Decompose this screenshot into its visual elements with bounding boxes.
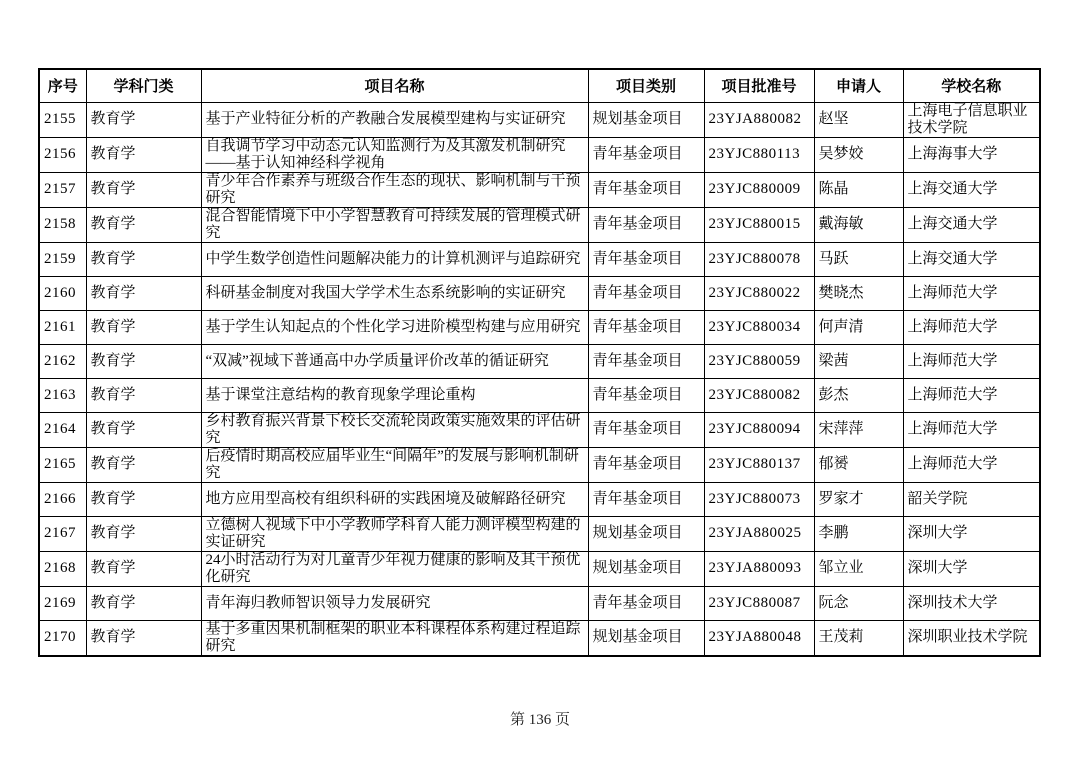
cell-serial: 2166: [39, 482, 86, 516]
projects-table: [38, 68, 1041, 657]
cell-discipline: 教育学: [86, 207, 201, 242]
cell-discipline: 教育学: [86, 586, 201, 620]
cell-category: 规划基金项目: [588, 620, 704, 656]
cell-project-name: 后疫情时期高校应届毕业生“间隔年”的发展与影响机制研究: [201, 447, 588, 482]
table-row: [39, 242, 1040, 276]
cell-serial: 2155: [39, 102, 86, 137]
cell-project-name: 基于课堂注意结构的教育现象学理论重构: [201, 378, 588, 412]
table-row: [39, 207, 1040, 242]
cell-project-name: 基于多重因果机制框架的职业本科课程体系构建过程追踪研究: [201, 620, 588, 656]
cell-grant-no: 23YJC880059: [704, 344, 814, 378]
cell-serial: 2161: [39, 310, 86, 344]
cell-serial: 2156: [39, 137, 86, 172]
cell-discipline: 教育学: [86, 242, 201, 276]
table-row: [39, 447, 1040, 482]
cell-serial: 2158: [39, 207, 86, 242]
cell-serial: 2164: [39, 412, 86, 447]
cell-category: 青年基金项目: [588, 412, 704, 447]
cell-applicant: 戴海敏: [814, 207, 903, 242]
cell-school: 深圳职业技术学院: [903, 620, 1040, 656]
table-row: [39, 102, 1040, 137]
cell-school: 上海交通大学: [903, 172, 1040, 207]
cell-discipline: 教育学: [86, 344, 201, 378]
cell-category: 规划基金项目: [588, 551, 704, 586]
cell-project-name: 青年海归教师智识领导力发展研究: [201, 586, 588, 620]
cell-applicant: 邹立业: [814, 551, 903, 586]
table-row: [39, 412, 1040, 447]
cell-category: 青年基金项目: [588, 310, 704, 344]
cell-grant-no: 23YJC880015: [704, 207, 814, 242]
page-number: 第 136 页: [509, 712, 570, 728]
cell-grant-no: 23YJC880073: [704, 482, 814, 516]
cell-project-name: 青少年合作素养与班级合作生态的现状、影响机制与干预研究: [201, 172, 588, 207]
cell-serial: 2167: [39, 516, 86, 551]
cell-project-name: 基于学生认知起点的个性化学习进阶模型构建与应用研究: [201, 310, 588, 344]
cell-applicant: 吴梦姣: [814, 137, 903, 172]
cell-applicant: 樊晓杰: [814, 276, 903, 310]
cell-grant-no: 23YJC880137: [704, 447, 814, 482]
table-row: [39, 586, 1040, 620]
cell-serial: 2165: [39, 447, 86, 482]
cell-category: 青年基金项目: [588, 207, 704, 242]
table-body: [39, 102, 1040, 656]
cell-category: 青年基金项目: [588, 482, 704, 516]
header-grant-no: 项目批准号: [704, 69, 814, 102]
cell-project-name: 混合智能情境下中小学智慧教育可持续发展的管理模式研究: [201, 207, 588, 242]
header-row: [39, 69, 1040, 102]
cell-serial: 2157: [39, 172, 86, 207]
cell-project-name: 自我调节学习中动态元认知监测行为及其激发机制研究——基于认知神经科学视角: [201, 137, 588, 172]
cell-school: 上海电子信息职业技术学院: [903, 102, 1040, 137]
cell-applicant: 赵坚: [814, 102, 903, 137]
cell-applicant: 罗家才: [814, 482, 903, 516]
table-row: [39, 378, 1040, 412]
cell-discipline: 教育学: [86, 620, 201, 656]
cell-applicant: 李鹏: [814, 516, 903, 551]
table-header: [39, 69, 1040, 102]
cell-grant-no: 23YJC880082: [704, 378, 814, 412]
cell-school: 深圳大学: [903, 551, 1040, 586]
cell-project-name: 24小时活动行为对儿童青少年视力健康的影响及其干预优化研究: [201, 551, 588, 586]
cell-school: 上海师范大学: [903, 310, 1040, 344]
cell-discipline: 教育学: [86, 310, 201, 344]
cell-discipline: 教育学: [86, 172, 201, 207]
cell-category: 规划基金项目: [588, 516, 704, 551]
cell-applicant: 彭杰: [814, 378, 903, 412]
cell-serial: 2160: [39, 276, 86, 310]
table-row: [39, 482, 1040, 516]
cell-category: 青年基金项目: [588, 137, 704, 172]
header-discipline: 学科门类: [86, 69, 201, 102]
cell-school: 上海师范大学: [903, 378, 1040, 412]
table-row: [39, 276, 1040, 310]
cell-project-name: 立德树人视域下中小学教师学科育人能力测评模型构建的实证研究: [201, 516, 588, 551]
cell-category: 规划基金项目: [588, 102, 704, 137]
cell-project-name: 科研基金制度对我国大学学术生态系统影响的实证研究: [201, 276, 588, 310]
cell-category: 青年基金项目: [588, 344, 704, 378]
table-row: [39, 620, 1040, 656]
cell-category: 青年基金项目: [588, 586, 704, 620]
cell-school: 上海海事大学: [903, 137, 1040, 172]
header-applicant: 申请人: [814, 69, 903, 102]
cell-applicant: 郁赟: [814, 447, 903, 482]
cell-discipline: 教育学: [86, 378, 201, 412]
cell-serial: 2162: [39, 344, 86, 378]
cell-grant-no: 23YJC880034: [704, 310, 814, 344]
cell-grant-no: 23YJC880009: [704, 172, 814, 207]
cell-discipline: 教育学: [86, 482, 201, 516]
cell-serial: 2159: [39, 242, 86, 276]
cell-school: 上海师范大学: [903, 276, 1040, 310]
cell-school: 深圳大学: [903, 516, 1040, 551]
cell-grant-no: 23YJA880082: [704, 102, 814, 137]
cell-project-name: “双减”视域下普通高中办学质量评价改革的循证研究: [201, 344, 588, 378]
table-row: [39, 516, 1040, 551]
cell-applicant: 马跃: [814, 242, 903, 276]
cell-grant-no: 23YJC880022: [704, 276, 814, 310]
cell-discipline: 教育学: [86, 447, 201, 482]
cell-discipline: 教育学: [86, 102, 201, 137]
table-row: [39, 344, 1040, 378]
cell-school: 上海交通大学: [903, 207, 1040, 242]
cell-category: 青年基金项目: [588, 276, 704, 310]
cell-project-name: 地方应用型高校有组织科研的实践困境及破解路径研究: [201, 482, 588, 516]
header-category: 项目类别: [588, 69, 704, 102]
cell-applicant: 宋萍萍: [814, 412, 903, 447]
cell-applicant: 王茂莉: [814, 620, 903, 656]
cell-applicant: 梁茜: [814, 344, 903, 378]
cell-discipline: 教育学: [86, 276, 201, 310]
header-project-name: 项目名称: [201, 69, 588, 102]
cell-discipline: 教育学: [86, 516, 201, 551]
cell-serial: 2169: [39, 586, 86, 620]
cell-serial: 2170: [39, 620, 86, 656]
header-serial: 序号: [39, 69, 86, 102]
cell-category: 青年基金项目: [588, 242, 704, 276]
cell-school: 上海师范大学: [903, 412, 1040, 447]
cell-discipline: 教育学: [86, 412, 201, 447]
cell-applicant: 陈晶: [814, 172, 903, 207]
cell-grant-no: 23YJC880094: [704, 412, 814, 447]
cell-grant-no: 23YJA880048: [704, 620, 814, 656]
cell-school: 上海师范大学: [903, 344, 1040, 378]
cell-category: 青年基金项目: [588, 447, 704, 482]
cell-project-name: 中学生数学创造性问题解决能力的计算机测评与追踪研究: [201, 242, 588, 276]
cell-project-name: 乡村教育振兴背景下校长交流轮岗政策实施效果的评估研究: [201, 412, 588, 447]
cell-discipline: 教育学: [86, 551, 201, 586]
cell-category: 青年基金项目: [588, 172, 704, 207]
cell-grant-no: 23YJC880078: [704, 242, 814, 276]
cell-school: 上海交通大学: [903, 242, 1040, 276]
cell-discipline: 教育学: [86, 137, 201, 172]
cell-applicant: 何声清: [814, 310, 903, 344]
cell-grant-no: 23YJA880025: [704, 516, 814, 551]
cell-applicant: 阮念: [814, 586, 903, 620]
cell-grant-no: 23YJC880113: [704, 137, 814, 172]
cell-category: 青年基金项目: [588, 378, 704, 412]
table-row: [39, 310, 1040, 344]
cell-school: 韶关学院: [903, 482, 1040, 516]
cell-grant-no: 23YJA880093: [704, 551, 814, 586]
cell-serial: 2168: [39, 551, 86, 586]
table-row: [39, 137, 1040, 172]
table-row: [39, 172, 1040, 207]
header-school: 学校名称: [903, 69, 1040, 102]
cell-grant-no: 23YJC880087: [704, 586, 814, 620]
cell-serial: 2163: [39, 378, 86, 412]
cell-school: 上海师范大学: [903, 447, 1040, 482]
cell-school: 深圳技术大学: [903, 586, 1040, 620]
table-row: [39, 551, 1040, 586]
cell-project-name: 基于产业特征分析的产教融合发展模型建构与实证研究: [201, 102, 588, 137]
